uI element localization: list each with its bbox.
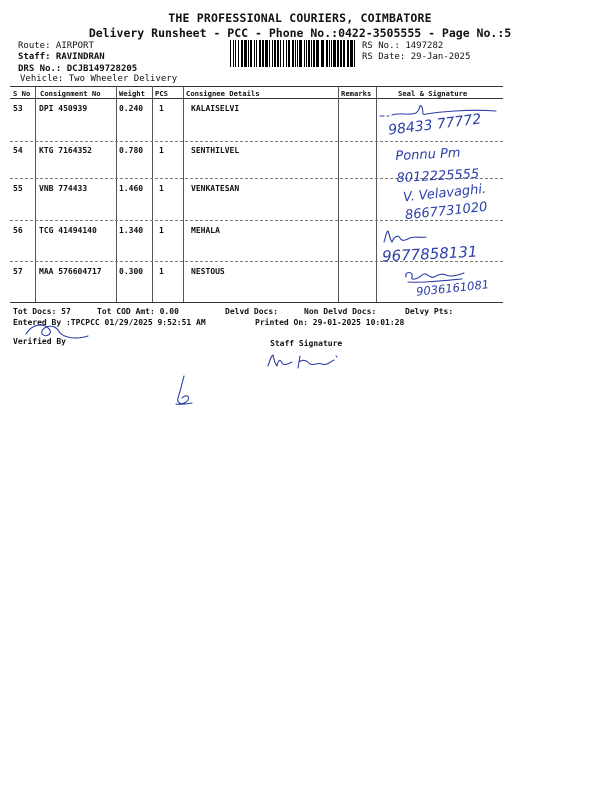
row-divider: [10, 141, 503, 142]
col-header-consignee: Consignee Details: [186, 89, 260, 98]
row-weight: 0.780: [119, 146, 144, 155]
col-divider: [183, 86, 184, 302]
handwritten-phone-56: 9677858131: [381, 242, 478, 266]
row-sno: 57: [13, 267, 23, 276]
scribble-mark: [170, 374, 200, 408]
delivered-docs: Delvd Docs:: [225, 307, 278, 316]
staff-signature-label: Staff Signature: [270, 339, 343, 348]
row-consignee: KALAISELVI: [191, 104, 240, 113]
row-pcs: 1: [159, 184, 164, 193]
table-bottom-rule: [10, 302, 503, 303]
row-weight: 1.340: [119, 226, 144, 235]
row-pcs: 1: [159, 146, 164, 155]
rs-number: RS No.: 1497282: [362, 41, 444, 51]
delivery-points: Delvy Pts:: [405, 307, 454, 316]
route-label: Route: AIRPORT: [18, 41, 94, 51]
col-header-seal-signature: Seal & Signature: [398, 89, 468, 98]
row-sno: 54: [13, 146, 23, 155]
col-divider: [376, 86, 377, 302]
row-consignment-no: KTG 7164352: [39, 146, 92, 155]
row-pcs: 1: [159, 104, 164, 113]
row-pcs: 1: [159, 226, 164, 235]
col-header-remarks: Remarks: [341, 89, 372, 98]
table-header-rule: [10, 98, 503, 99]
handwritten-note-54: Ponnu Pm 8012225555: [395, 145, 480, 187]
rs-date: RS Date: 29-Jan-2025: [362, 52, 471, 62]
row-pcs: 1: [159, 267, 164, 276]
total-cod-amount: Tot COD Amt: 0.00: [97, 307, 179, 316]
handwritten-note-55: V. Velavaghi. 8667731020: [402, 181, 489, 224]
table-top-rule: [10, 86, 503, 87]
company-title: THE PROFESSIONAL COURIERS, COIMBATORE: [168, 11, 432, 25]
printed-on: Printed On: 29-01-2025 10:01:28: [255, 318, 405, 327]
row-sno: 56: [13, 226, 23, 235]
vehicle-label: Vehicle: Two Wheeler Delivery: [20, 74, 178, 84]
col-header-pcs: PCS: [155, 89, 168, 98]
row-consignment-no: MAA 576604717: [39, 267, 102, 276]
col-header-sno: S No: [13, 89, 31, 98]
row-consignee: SENTHILVEL: [191, 146, 240, 155]
non-delivered-docs: Non Delvd Docs:: [304, 307, 377, 316]
col-divider: [116, 86, 117, 302]
col-divider: [338, 86, 339, 302]
total-docs: Tot Docs: 57: [13, 307, 71, 316]
row-consignment-no: VNB 774433: [39, 184, 88, 193]
row-weight: 0.240: [119, 104, 144, 113]
staff-label: Staff: RAVINDRAN: [18, 52, 105, 62]
row-consignment-no: TCG 41494140: [39, 226, 97, 235]
row-sno: 55: [13, 184, 23, 193]
col-divider: [35, 86, 36, 302]
col-divider: [152, 86, 153, 302]
verified-by-label: Verified By: [13, 337, 66, 346]
row-consignee: NESTOUS: [191, 267, 225, 276]
row-consignee: MEHALA: [191, 226, 220, 235]
col-header-consignment: Consignment No: [40, 89, 101, 98]
row-weight: 0.300: [119, 267, 144, 276]
runsheet-subtitle: Delivery Runsheet - PCC - Phone No.:0422-3505555 - Page No.:5: [88, 26, 512, 40]
barcode-image: [230, 40, 356, 67]
drs-number: DRS No.: DCJB149728205: [18, 64, 138, 74]
row-consignment-no: DPI 450939: [39, 104, 88, 113]
row-sno: 53: [13, 104, 23, 113]
handwritten-phone-57: 9036161081: [415, 277, 490, 299]
entered-by: Entered By :TPCPCC 01/29/2025 9:52:51 AM: [13, 318, 206, 327]
row-consignee: VENKATESAN: [191, 184, 240, 193]
row-weight: 1.460: [119, 184, 144, 193]
staff-signature-mark: [266, 350, 346, 374]
col-header-weight: Weight: [119, 89, 145, 98]
handwritten-phone-53: 98433 77772: [387, 111, 483, 139]
